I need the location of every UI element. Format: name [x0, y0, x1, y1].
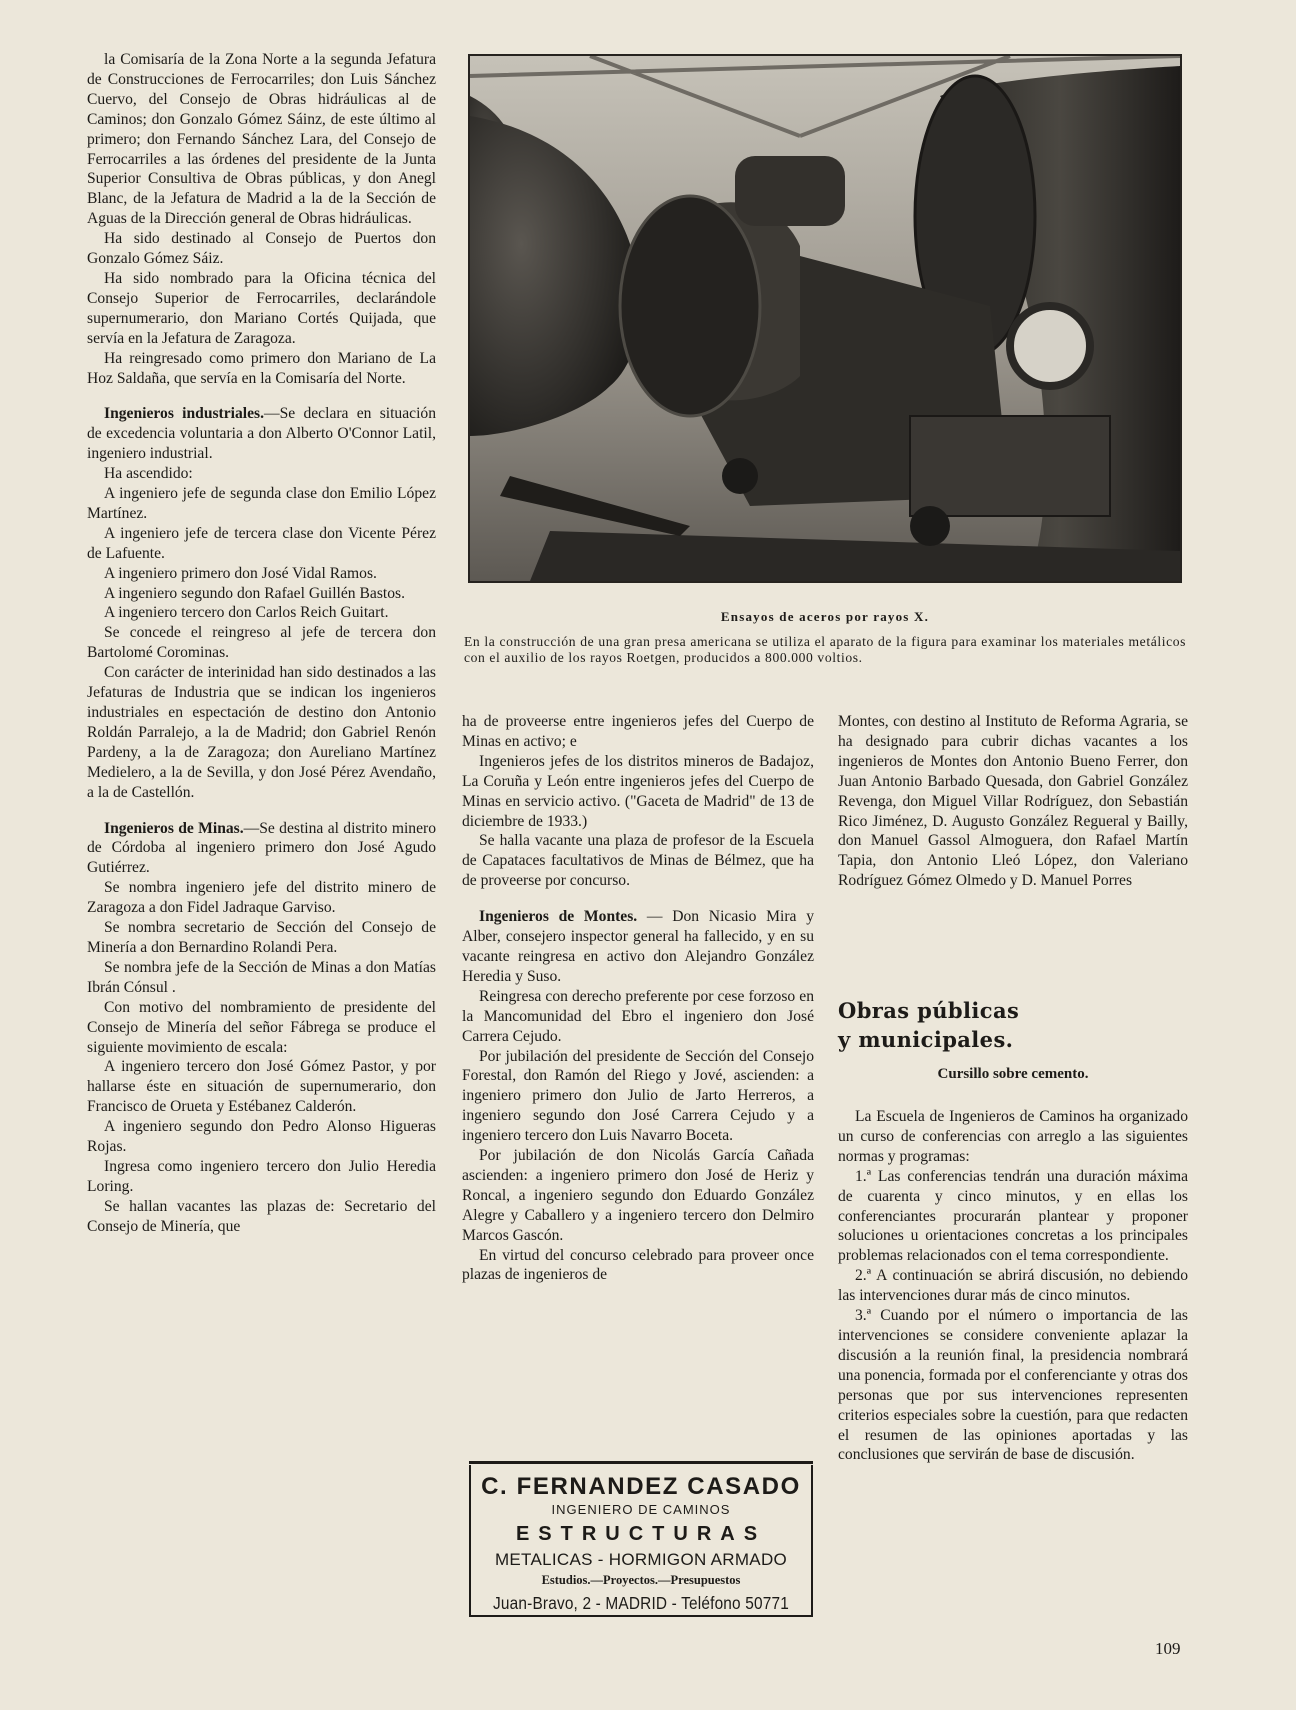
- paragraph: [87, 564, 436, 584]
- paragraph-text: Ha sido nombrado para la Oficina técnica del Consejo Superior de Ferrocarriles, declarándole supernumerario, don Mariano Cortés Quijada, que servía en la Jefatura de Zaragoza.: [87, 269, 436, 347]
- paragraph: [462, 712, 814, 752]
- ad-services: Estudios.—Proyectos.—Presupuestos: [541, 1573, 741, 1587]
- paragraph-text: Por jubilación de don Nicolás García Cañada ascienden: a ingeniero primero don José de Heriz y Roncal, a ingeniero segundo don Eduardo González Alegre y Caballero y a ingeniero tercero don Delmiro Marcos Gascón.: [462, 1147, 814, 1244]
- page-number: 109: [1155, 1639, 1181, 1658]
- photo-caption-body: En la construcción de una gran presa americana se utiliza el aparato de la figura para examinar los materiales metálicos con el auxilio de los rayos Roetgen, producidos a 800.000 voltios.: [464, 634, 1186, 665]
- section-title: [838, 996, 1188, 1054]
- paragraph: [87, 524, 436, 564]
- photo-caption-title: Ensayos de aceros por rayos X.: [720, 609, 930, 624]
- paragraph: [87, 269, 436, 349]
- advertisement-top-rule: [469, 1461, 813, 1464]
- paragraph: [87, 1117, 436, 1157]
- paragraph-text: La Escuela de Ingenieros de Caminos ha organizado un curso de conferencias con arreglo a las siguientes normas y programas:: [838, 1108, 1188, 1165]
- paragraph-text: A ingeniero segundo don Rafael Guillén Bastos.: [104, 584, 405, 602]
- advertisement-box: [469, 1465, 813, 1617]
- paragraph: [87, 349, 436, 389]
- ad-name: C. FERNANDEZ CASADO: [481, 1473, 801, 1500]
- paragraph-text: — Don Nicasio Mira y Alber, consejero inspector general ha fallecido, y en su vacante reingresa en activo don Alejandro González Heredia y Suso.: [462, 908, 814, 985]
- ad-address: Juan-Bravo, 2 - MADRID - Teléfono 50771: [493, 1593, 789, 1613]
- paragraph: [462, 1146, 814, 1246]
- section-title-line-1: Obras públicas: [838, 998, 1020, 1023]
- paragraph: [87, 1157, 436, 1197]
- paragraph-text: A ingeniero segundo don Pedro Alonso Higueras Rojas.: [87, 1118, 436, 1156]
- right-text-column-2: [838, 1107, 1188, 1465]
- paragraph-text: Se halla vacante una plaza de profesor de la Escuela de Capataces facultativos de Minas de Bélmez, que ha de proveerse por concurso.: [462, 832, 814, 890]
- paragraph-text: 3.ª Cuando por el número o importancia de las intervenciones se considere conveniente aplazar la discusión a la reunión final, la presidencia nombrará una ponencia, formada por el conferenciante y otras dos personas que por sus intervenciones representen criterios especiales sobre la cuestión, para que redacten el resumen de las opiniones aportadas y las conclusiones que servirán de base de discusión.: [838, 1307, 1188, 1464]
- paragraph: [87, 50, 436, 229]
- paragraph: [87, 623, 436, 663]
- paragraph: [87, 878, 436, 918]
- paragraph: [87, 603, 436, 623]
- paragraph-heading: Ingenieros de Montes.: [479, 908, 638, 926]
- paragraph: [462, 907, 814, 987]
- section-title-line-2: y municipales.: [838, 1027, 1014, 1052]
- paragraph: [87, 404, 436, 464]
- paragraph: [462, 1047, 814, 1147]
- paragraph-text: Por jubilación del presidente de Sección del Consejo Forestal, don Ramón del Riego y Jové, ascienden: a ingeniero primero don Julio de Jarto Herreros, a ingeniero segundo don José Carrera Cejudo y a ingeniero tercero don Luis Navarro Boceta.: [462, 1047, 814, 1145]
- paragraph-text: Se concede el reingreso al jefe de tercera don Bartolomé Corominas.: [87, 624, 436, 662]
- paragraph-text: 1.ª Las conferencias tendrán una duración máxima de cuarenta y cinco minutos, y en ellas los conferenciantes procurarán plantear y proponer soluciones u orientaciones concretas a los principales problemas relacionados con el tema correspondiente.: [838, 1167, 1188, 1265]
- paragraph-heading: Ingenieros de Minas.: [104, 819, 244, 837]
- ad-role: INGENIERO DE CAMINOS: [551, 1502, 731, 1517]
- paragraph: [87, 998, 436, 1058]
- ad-materials: METALICAS - HORMIGON ARMADO: [494, 1550, 788, 1569]
- paragraph-text: A ingeniero primero don José Vidal Ramos.: [104, 564, 377, 582]
- paragraph: [87, 584, 436, 604]
- paragraph-text: Se nombra jefe de la Sección de Minas a don Matías Ibrán Cónsul .: [87, 958, 436, 996]
- paragraph-text: Con motivo del nombramiento de presidente del Consejo de Minería del señor Fábrega se produce el siguiente movimiento de escala:: [87, 998, 436, 1056]
- paragraph-text: —Se destina al distrito minero de Córdoba al ingeniero primero don José Agudo Gutiérrez.: [87, 819, 436, 877]
- paragraph-text: A ingeniero tercero don José Gómez Pastor, y por hallarse éste en situación de supernumerario, don Francisco de Orueta y Estébanez Calderón.: [87, 1058, 436, 1116]
- paragraph-text: Ha ascendido:: [104, 465, 193, 483]
- paragraph-text: A ingeniero jefe de segunda clase don Emilio López Martínez.: [87, 485, 436, 522]
- paragraph: [838, 1306, 1188, 1465]
- paragraph-text: Con carácter de interinidad han sido destinados a las Jefaturas de Industria que se indican los ingenieros industriales en espectación de destino don Antonio Roldán Parralejo, a la de Madrid; don Gabriel Renón Pardeny, a la de Zaragoza; don Aureliano Martínez Medielero, a la de Sevilla, y don José Pérez Avendaño, a la de Castellón.: [87, 664, 436, 801]
- section-subtitle: Cursillo sobre cemento.: [937, 1066, 1089, 1082]
- middle-text-column: [462, 712, 814, 1285]
- paragraph-text: ha de proveerse entre ingenieros jefes del Cuerpo de Minas en activo; e: [462, 713, 814, 750]
- paragraph: [462, 752, 814, 832]
- paragraph: [87, 819, 436, 879]
- paragraph-text: Se hallan vacantes las plazas de: Secretario del Consejo de Minería, que: [87, 1197, 436, 1235]
- paragraph-text: Se nombra secretario de Sección del Consejo de Minería a don Bernardino Rolandi Pera.: [87, 919, 436, 956]
- paragraph: [87, 663, 436, 802]
- paragraph-text: —Se declara en situación de excedencia voluntaria a don Alberto O'Connor Latil, ingeniero industrial.: [87, 405, 436, 463]
- left-text-column: [87, 50, 436, 1237]
- paragraph-text: Ingresa como ingeniero tercero don Julio Heredia Loring.: [87, 1157, 436, 1195]
- paragraph: [838, 1167, 1188, 1267]
- paragraph: [87, 464, 436, 484]
- paragraph: [87, 958, 436, 998]
- paragraph: [87, 229, 436, 269]
- paragraph-text: la Comisaría de la Zona Norte a la segunda Jefatura de Construcciones de Ferrocarriles; don Luis Sánchez Cuervo, del Consejo de Obras hidráulicas al de Caminos; don Gonzalo Gómez Sáinz, de este último al primero; don Fernando Sánchez Lara, del Consejo de Ferrocarriles a las órdenes del presidente de la Junta Superior Consultiva de Obras públicas, y don Anegl Blanc, de la Jefatura de Madrid a la de la Sección de Aguas de la Dirección general de Obras hidráulicas.: [87, 51, 436, 228]
- paragraph-text: 2.ª A continuación se abrirá discusión, no debiendo las intervenciones durar más de cinco minutos.: [838, 1267, 1188, 1305]
- paragraph: [838, 1107, 1188, 1167]
- ad-business: ESTRUCTURAS: [515, 1523, 767, 1545]
- paragraph-text: A ingeniero jefe de tercera clase don Vicente Pérez de Lafuente.: [87, 524, 436, 562]
- paragraph-heading: Ingenieros industriales.: [104, 405, 265, 423]
- paragraph-text: Reingresa con derecho preferente por cese forzoso en la Mancomunidad del Ebro el ingeniero don José Carrera Cejudo.: [462, 987, 814, 1045]
- paragraph-text: En virtud del concurso celebrado para proveer once plazas de ingenieros de: [462, 1246, 814, 1284]
- x-ray-apparatus-photo: [468, 54, 1182, 583]
- paragraph: [838, 1266, 1188, 1306]
- photo-illustration: [470, 56, 1180, 581]
- paragraph: [87, 1197, 436, 1237]
- right-text-column: [838, 712, 1188, 891]
- paragraph-text: Ha sido destinado al Consejo de Puertos don Gonzalo Gómez Sáiz.: [87, 230, 436, 268]
- paragraph: [462, 1246, 814, 1286]
- paragraph: [462, 987, 814, 1047]
- paragraph-text: Ingenieros jefes de los distritos mineros de Badajoz, La Coruña y León entre ingenieros jefes del Cuerpo de Minas en servicio activo. ("Gaceta de Madrid" de 13 de diciembre de 1933.): [462, 752, 814, 830]
- paragraph-text: Montes, con destino al Instituto de Reforma Agraria, se ha designado para cubrir dichas vacantes a los ingenieros de Montes don Antonio Bueno Ferrer, don Juan Antonio Barbado Quesada, don Gabriel González Revenga, don Miguel Villar Rodríguez, don Sebastián Rico Jiménez, D. Augusto González Regueral y Bailly, don Manuel Gassol Almoguera, don Rafael Martín Tapia, don Antonio Lleó López, don Valeriano Rodríguez Gómez Olmedo y D. Manuel Porres: [838, 713, 1188, 890]
- paragraph-text: Se nombra ingeniero jefe del distrito minero de Zaragoza a don Fidel Jadraque Garviso.: [87, 879, 436, 917]
- paragraph: [462, 831, 814, 891]
- paragraph-text: A ingeniero tercero don Carlos Reich Guitart.: [104, 604, 389, 622]
- paragraph: [87, 1057, 436, 1117]
- paragraph-text: Ha reingresado como primero don Mariano de La Hoz Saldaña, que servía en la Comisaría del Norte.: [87, 349, 436, 387]
- paragraph: [87, 918, 436, 958]
- paragraph: [87, 484, 436, 524]
- paragraph: [838, 712, 1188, 891]
